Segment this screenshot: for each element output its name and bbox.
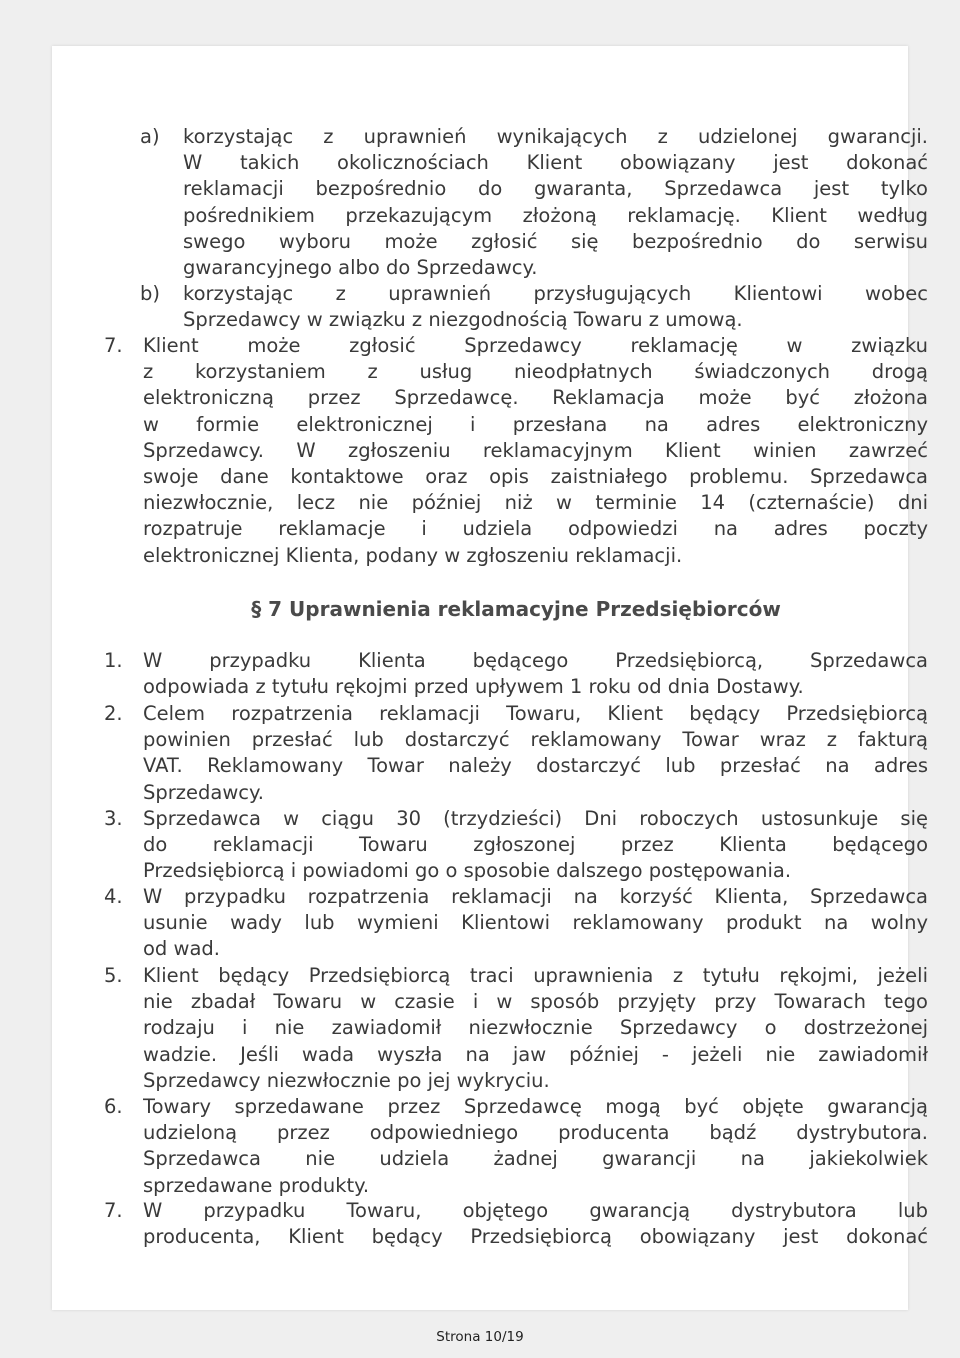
text-line: reklamacji bezpośrednio do gwaranta, Sprzedawca jest tylko bbox=[183, 177, 928, 201]
list-marker: 3. bbox=[104, 807, 123, 830]
text-line: odpowiada z tytułu rękojmi przed upływem 1 roku od dnia Dostawy. bbox=[143, 675, 804, 699]
text-line: Sprzedawcy w związku z niezgodnością Towaru z umową. bbox=[183, 308, 743, 332]
list-item-text bbox=[143, 963, 928, 1094]
list-item-text bbox=[183, 281, 928, 333]
text-line: w formie elektronicznej i przesłana na adres elektroniczny bbox=[143, 412, 928, 436]
text-line: powinien przesłać lub dostarczyć reklamowany Towar wraz z fakturą bbox=[143, 728, 928, 752]
text-line: gwarancyjnego albo do Sprzedawcy. bbox=[183, 255, 538, 279]
text-line: Klient może zgłosić Sprzedawcy reklamację w związku bbox=[143, 334, 928, 357]
text-line: sprzedawane produkty. bbox=[143, 1173, 370, 1197]
text-line: rozpatruje reklamacje i udziela odpowiedzi na adres poczty bbox=[143, 517, 928, 541]
text-line: udzieloną przez odpowiedniego producenta bądź dystrybutora. bbox=[143, 1121, 928, 1145]
text-line: Klient będący Przedsiębiorcą traci uprawnienia z tytułu rękojmi, jeżeli bbox=[143, 964, 928, 987]
text-line: W przypadku Towaru, objętego gwarancją dystrybutora lub bbox=[143, 1199, 928, 1222]
text-line: wadzie. Jeśli wada wyszła na jaw później - jeżeli nie zawiadomił bbox=[143, 1042, 928, 1066]
text-line: Sprzedawca w ciągu 30 (trzydzieści) Dni roboczych ustosunkuje się bbox=[143, 807, 928, 830]
list-item-text bbox=[143, 806, 928, 885]
text-line: Przedsiębiorcą i powiadomi go o sposobie dalszego postępowania. bbox=[143, 859, 792, 883]
list-item-text bbox=[183, 124, 928, 281]
list-marker: a) bbox=[140, 125, 160, 148]
list-item-text bbox=[143, 701, 928, 806]
section-heading: § 7 Uprawnienia reklamacyjne Przedsiębiorców bbox=[251, 597, 781, 621]
list-item-text bbox=[143, 648, 928, 700]
text-line: korzystając z uprawnień przysługujących Klientowi wobec bbox=[183, 282, 928, 305]
list-marker: 7. bbox=[104, 334, 123, 357]
text-line: Celem rozpatrzenia reklamacji Towaru, Klient będący Przedsiębiorcą bbox=[143, 702, 928, 725]
text-line: swego wyboru może zgłosić się bezpośrednio do serwisu bbox=[183, 229, 928, 253]
text-line: elektronicznej Klienta, podany w zgłoszeniu reklamacji. bbox=[143, 543, 683, 567]
text-line: od wad. bbox=[143, 937, 220, 961]
text-line: W takich okolicznościach Klient obowiązany jest dokonać bbox=[183, 151, 928, 175]
list-marker: 2. bbox=[104, 702, 123, 725]
text-line: do reklamacji Towaru zgłoszonej przez Klienta będącego bbox=[143, 833, 928, 857]
list-item-text bbox=[143, 333, 928, 569]
page-number: Strona 10/19 bbox=[436, 1329, 524, 1345]
list-marker: 7. bbox=[104, 1199, 123, 1222]
list-marker: 5. bbox=[104, 964, 123, 987]
list-item-text bbox=[143, 1198, 928, 1250]
text-line: Sprzedawcy. W zgłoszeniu reklamacyjnym Klient winien zawrzeć bbox=[143, 438, 928, 462]
list-marker: 6. bbox=[104, 1095, 123, 1118]
text-line: producenta, Klient będący Przedsiębiorcą obowiązany jest dokonać bbox=[143, 1225, 928, 1249]
list-marker: 1. bbox=[104, 649, 123, 672]
text-line: swoje dane kontaktowe oraz opis zaistniałego problemu. Sprzedawca bbox=[143, 464, 928, 488]
text-line: W przypadku Klienta będącego Przedsiębiorcą, Sprzedawca bbox=[143, 649, 928, 672]
text-line: niezwłocznie, lecz nie później niż w terminie 14 (czternaście) dni bbox=[143, 491, 928, 515]
text-line: rodzaju i nie zawiadomił niezwłocznie Sprzedawcy o dostrzeżonej bbox=[143, 1016, 928, 1040]
text-line: Towary sprzedawane przez Sprzedawcę mogą być objęte gwarancją bbox=[143, 1095, 928, 1118]
text-line: Sprzedawcy. bbox=[143, 780, 264, 804]
list-marker: b) bbox=[140, 282, 160, 305]
document-page bbox=[52, 46, 928, 1310]
text-line: VAT. Reklamowany Towar należy dostarczyć lub przesłać na adres bbox=[143, 754, 928, 778]
text-line: W przypadku rozpatrzenia reklamacji na korzyść Klienta, Sprzedawca bbox=[143, 885, 928, 908]
list-item-text bbox=[143, 884, 928, 963]
text-line: Sprzedawca nie udziela żadnej gwarancji na jakiekolwiek bbox=[143, 1147, 928, 1171]
text-line: z korzystaniem z usług nieodpłatnych świadczonych drogą bbox=[143, 360, 928, 384]
text-line: nie zbadał Towaru w czasie i w sposób przyjęty przy Towarach tego bbox=[143, 990, 928, 1014]
text-line: elektroniczną przez Sprzedawcę. Reklamacja może być złożona bbox=[143, 386, 928, 410]
text-line: usunie wady lub wymieni Klientowi reklamowany produkt na wolny bbox=[143, 911, 928, 935]
text-line: pośrednikiem przekazującym złożoną reklamację. Klient według bbox=[183, 203, 928, 227]
text-line: korzystając z uprawnień wynikających z udzielonej gwarancji. bbox=[183, 125, 928, 148]
list-item-text bbox=[143, 1094, 928, 1199]
text-line: Sprzedawcy niezwłocznie po jej wykryciu. bbox=[143, 1068, 550, 1092]
list-marker: 4. bbox=[104, 885, 123, 908]
